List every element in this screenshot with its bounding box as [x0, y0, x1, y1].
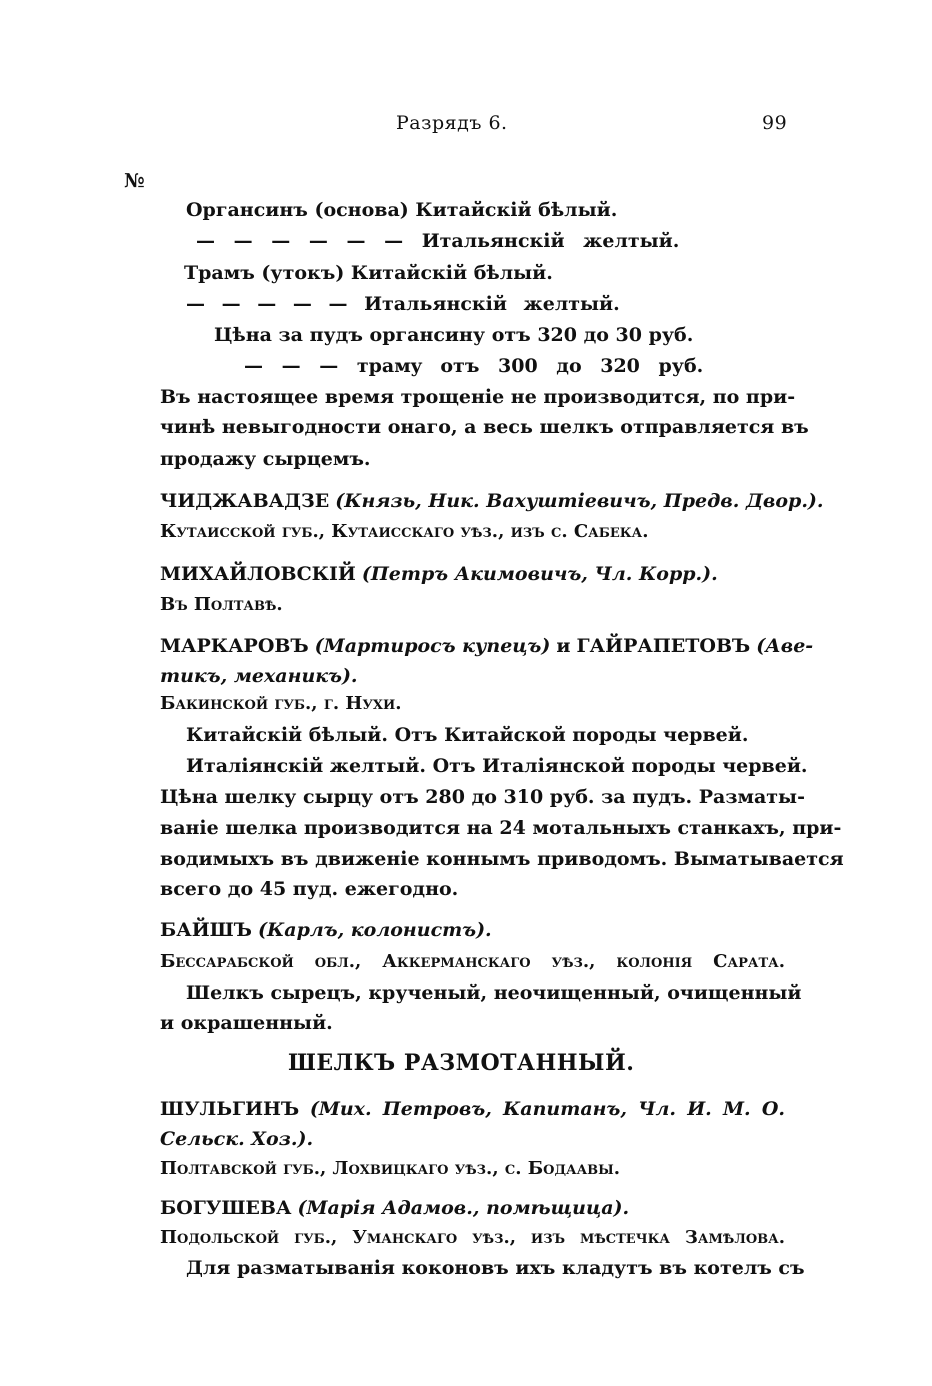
exhibitor-title: (Аве- — [756, 635, 814, 657]
exhibitor-name: БОГУШЕВА — [160, 1197, 292, 1219]
exhibitor-entry — [160, 489, 824, 513]
exhibitor-name: БАЙШЪ — [160, 919, 252, 941]
exhibitor-title: (Марія Адамов., помѣщица). — [297, 1197, 630, 1219]
exhibitor-address: Бакинской губ., г. Нухи. — [160, 693, 402, 714]
exhibitor-address: Полтавской губ., Лохвицкаго уѣз., с. Бодаавы. — [160, 1158, 621, 1179]
running-title: Разрядъ 6. — [396, 112, 508, 134]
exhibitor-address: Бессарабской обл., Аккерманскаго уѣз., колонія Сарата. — [160, 951, 785, 972]
text-line: чинѣ невыгодности онаго, а весь шелкъ отправляется въ — [160, 416, 809, 438]
exhibitor-name: МИХАЙЛОВСКІЙ — [160, 563, 356, 585]
text-line: Китайскій бѣлый. Отъ Китайской породы червей. — [186, 724, 749, 746]
text-line: — — — — — — Итальянскій желтый. — [196, 230, 680, 252]
margin-number-mark: № — [124, 170, 145, 192]
exhibitor-title: (Петръ Акимовичъ, Чл. Корр.). — [361, 563, 718, 585]
text-column — [160, 0, 844, 1386]
exhibitor-title: (Мартиросъ купецъ) — [314, 635, 551, 657]
exhibitor-address: Въ Полтавѣ. — [160, 594, 283, 615]
exhibitor-title: тикъ, механикъ). — [160, 665, 358, 687]
text-line: Для разматыванія коконовъ ихъ кладутъ въ котелъ съ — [186, 1257, 805, 1279]
text-line: Органсинъ (основа) Китайскій бѣлый. — [186, 199, 618, 221]
text-line: Цѣна за пудъ органсину отъ 320 до 30 руб. — [214, 324, 694, 346]
text-line: Шелкъ сырецъ, крученый, неочищенный, очищенный — [186, 982, 802, 1004]
exhibitor-name: ШУЛЬГИНЪ — [160, 1098, 300, 1120]
exhibitor-name: МАРКАРОВЪ — [160, 635, 309, 657]
exhibitor-title: (Мих. Петровъ, Капитанъ, Чл. И. М. О. — [309, 1098, 785, 1120]
exhibitor-name: ЧИДЖАВАДЗЕ — [160, 490, 330, 512]
exhibitor-title: Сельск. Хоз.). — [160, 1128, 314, 1150]
exhibitor-entry — [160, 634, 814, 658]
text-line: Цѣна шелку сырцу отъ 280 до 310 руб. за пудъ. Разматы- — [160, 786, 805, 808]
text-line: Трамъ (утокъ) Китайскій бѣлый. — [184, 262, 553, 284]
text-line: и окрашенный. — [160, 1012, 333, 1034]
exhibitor-title: (Князь, Ник. Вахуштіевичъ, Предв. Двор.). — [335, 490, 824, 512]
exhibitor-entry — [160, 562, 718, 586]
exhibitor-name: ГАЙРАПЕТОВЪ — [576, 635, 751, 657]
exhibitor-entry — [160, 1196, 629, 1220]
exhibitor-address: Подольской губ., Уманскаго уѣз., изъ мѣстечка Замѣлова. — [160, 1227, 785, 1248]
text-line: водимыхъ въ движеніе коннымъ приводомъ. Выматывается — [160, 848, 844, 870]
text-line: Италіянскій желтый. Отъ Италіянской породы червей. — [186, 755, 808, 777]
exhibitor-entry — [160, 1097, 785, 1121]
text-line: ваніе шелка производится на 24 мотальныхъ станкахъ, при- — [160, 817, 842, 839]
conjunction: и — [556, 635, 571, 657]
text-line: — — — трамy отъ 300 до 320 руб. — [244, 355, 704, 377]
exhibitor-title: (Карлъ, колонистъ). — [257, 919, 492, 941]
page-number: 99 — [762, 112, 788, 134]
text-line: — — — — — Итальянскій желтый. — [186, 293, 620, 315]
text-line: Въ настоящее время трощеніе не производится, по при- — [160, 386, 796, 408]
exhibitor-address: Кутаисской губ., Кутаисскаго уѣз., изъ с. Сабека. — [160, 521, 649, 542]
text-line: всего до 45 пуд. ежегодно. — [160, 878, 459, 900]
exhibitor-entry — [160, 918, 492, 942]
section-heading: ШЕЛКЪ РАЗМОТАННЫЙ. — [288, 1050, 635, 1076]
text-line: продажу сырцемъ. — [160, 448, 371, 470]
